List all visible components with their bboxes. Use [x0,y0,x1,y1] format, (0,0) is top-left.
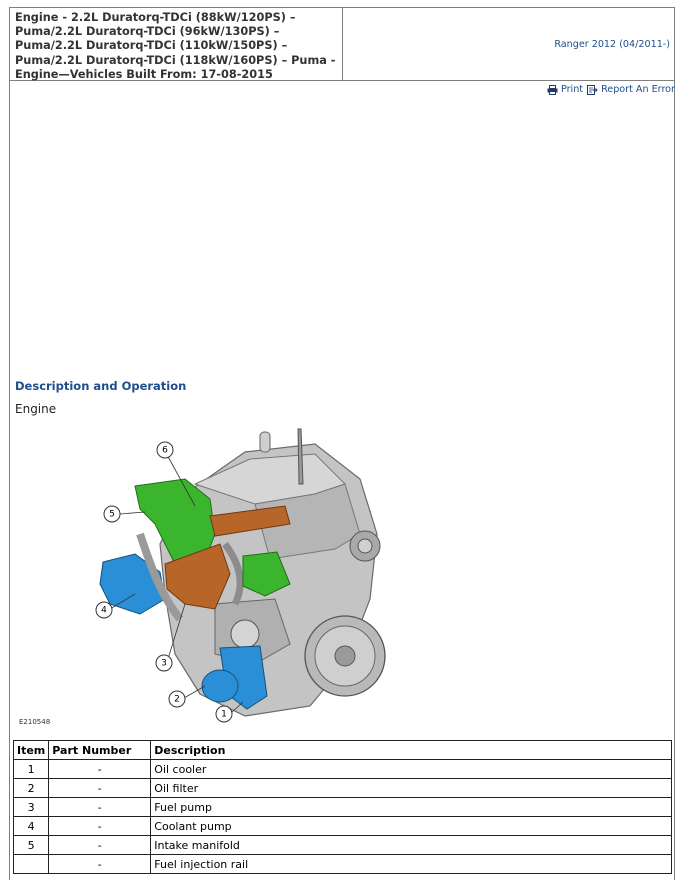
svg-text:4: 4 [101,605,107,616]
row-item: 5 [14,836,49,855]
header-item: Item [14,741,49,760]
row-part: - [49,760,151,779]
row-part: - [49,798,151,817]
row-item [14,855,49,874]
figure-id: E210548 [19,718,51,726]
table-header-row [14,741,672,760]
printer-icon [547,85,558,95]
row-desc: Intake manifold [151,836,672,855]
table-row [14,798,672,817]
row-part: - [49,779,151,798]
row-desc: Fuel pump [151,798,672,817]
row-desc: Oil cooler [151,760,672,779]
toolbar [547,84,675,95]
svg-text:2: 2 [174,694,180,705]
callout-2 [169,691,185,707]
vehicle-label: Ranger 2012 (04/2011-) [554,38,670,50]
row-desc: Coolant pump [151,817,672,836]
svg-text:6: 6 [162,445,168,456]
section-title: Description and Operation [15,379,187,393]
report-error-link[interactable] [587,84,675,95]
print-link[interactable] [547,84,583,95]
header-table [9,7,675,81]
table-row [14,836,672,855]
callout-6 [157,442,173,458]
row-item: 4 [14,817,49,836]
table-row [14,855,672,874]
oil-filter [202,670,238,702]
callout-1 [216,706,232,722]
report-icon [587,85,598,95]
callout-3 [156,655,172,671]
svg-text:5: 5 [109,509,115,520]
row-part: - [49,855,151,874]
print-label: Print [560,84,584,95]
header-part-number: Part Number [49,741,151,760]
row-item: 3 [14,798,49,817]
table-row [14,760,672,779]
row-part: - [49,836,151,855]
svg-text:3: 3 [161,658,167,669]
engine-illustration [15,424,482,730]
subsection-title: Engine [15,402,57,416]
report-label: Report An Error [601,84,675,95]
table-row [14,779,672,798]
callout-4 [96,602,112,618]
table-row [14,817,672,836]
row-item: 2 [14,779,49,798]
row-item: 1 [14,760,49,779]
parts-table [13,740,672,874]
row-desc: Oil filter [151,779,672,798]
header-description: Description [151,741,672,760]
callout-5 [104,506,120,522]
svg-text:1: 1 [221,709,227,720]
row-part: - [49,817,151,836]
page-title: Engine - 2.2L Duratorq-TDCi (88kW/120PS) – Puma/2.2L Duratorq-TDCi (96kW/130PS) – Puma/2.2L Duratorq-TDCi (110kW/150PS) – Puma/2.2L Duratorq-TDCi (118kW/160PS) – Puma - Engine—Vehicles Built From: 17-08-2015 [10,8,343,80]
row-desc: Fuel injection rail [151,855,672,874]
